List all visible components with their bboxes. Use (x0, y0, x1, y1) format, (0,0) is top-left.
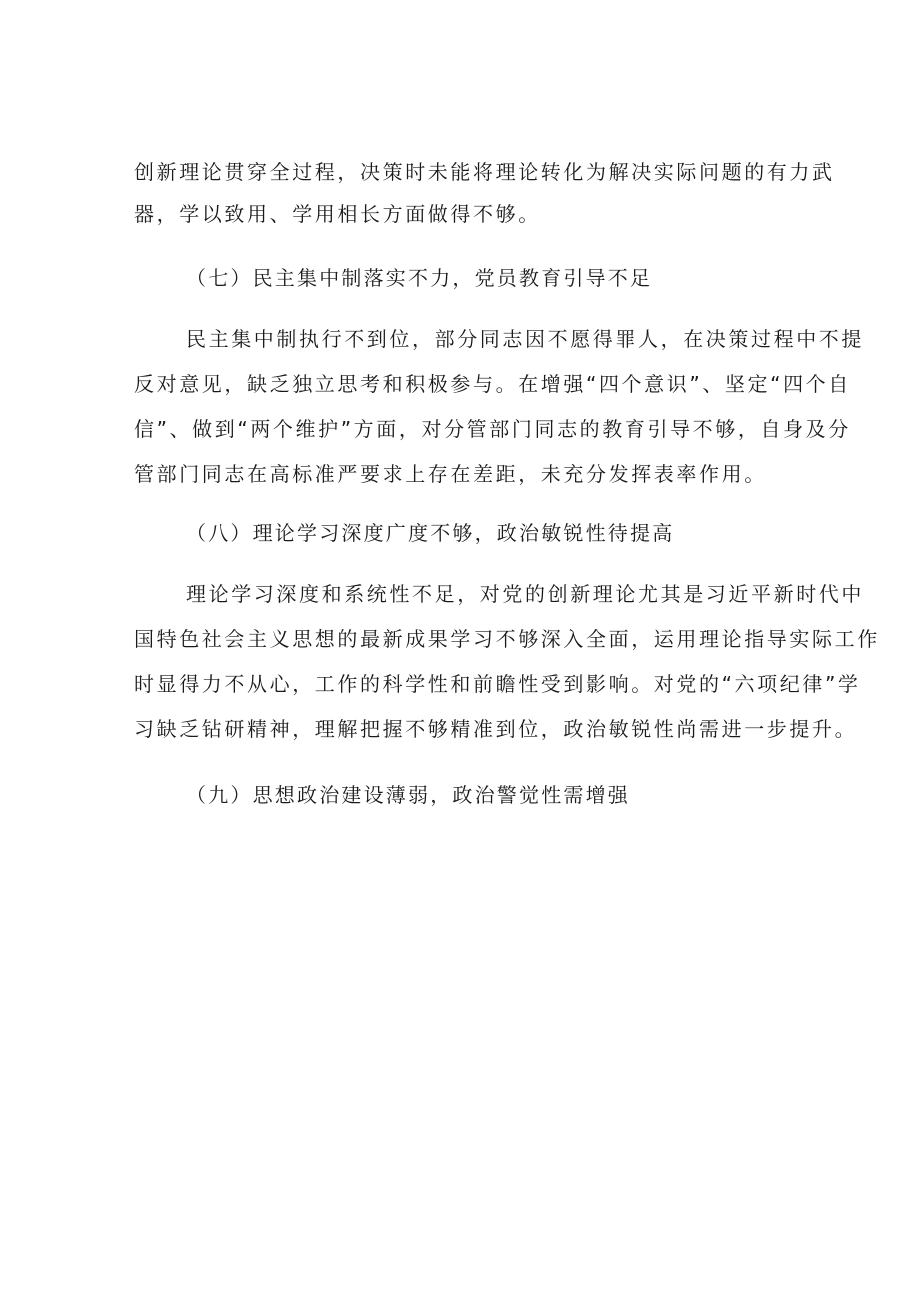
paragraph-line: 民主集中制执行不到位，部分同志因不愿得罪人，在决策过程中不提 (186, 327, 864, 351)
paragraph-line: 时显得力不从心，工作的科学性和前瞻性受到影响。对党的“六项纪律”学 (134, 672, 861, 696)
section-heading: （八）理论学习深度广度不够，政治敏锐性待提高 (186, 521, 675, 545)
paragraph-line: 创新理论贯穿全过程，决策时未能将理论转化为解决实际问题的有力武 (134, 160, 835, 184)
section-heading: （九）思想政治建设薄弱，政治警觉性需增强 (186, 783, 630, 807)
paragraph-line: 反对意见，缺乏独立思考和积极参与。在增强“四个意识”、坚定“四个自 (134, 372, 851, 396)
paragraph-line: 国特色社会主义思想的最新成果学习不够深入全面，运用理论指导实际工作 (134, 627, 880, 651)
paragraph-line: 信”、做到“两个维护”方面，对分管部门同志的教育引导不够，自身及分 (134, 417, 851, 441)
paragraph-line: 习缺乏钻研精神，理解把握不够精准到位，政治敏锐性尚需进一步提升。 (134, 717, 858, 741)
paragraph-line: 理论学习深度和系统性不足，对党的创新理论尤其是习近平新时代中 (186, 582, 864, 606)
paragraph-line: 器，学以致用、学用相长方面做得不够。 (134, 202, 541, 226)
paragraph-line: 管部门同志在高标准严要求上存在差距，未充分发挥表率作用。 (134, 462, 767, 486)
section-heading: （七）民主集中制落实不力，党员教育引导不足 (186, 266, 653, 290)
